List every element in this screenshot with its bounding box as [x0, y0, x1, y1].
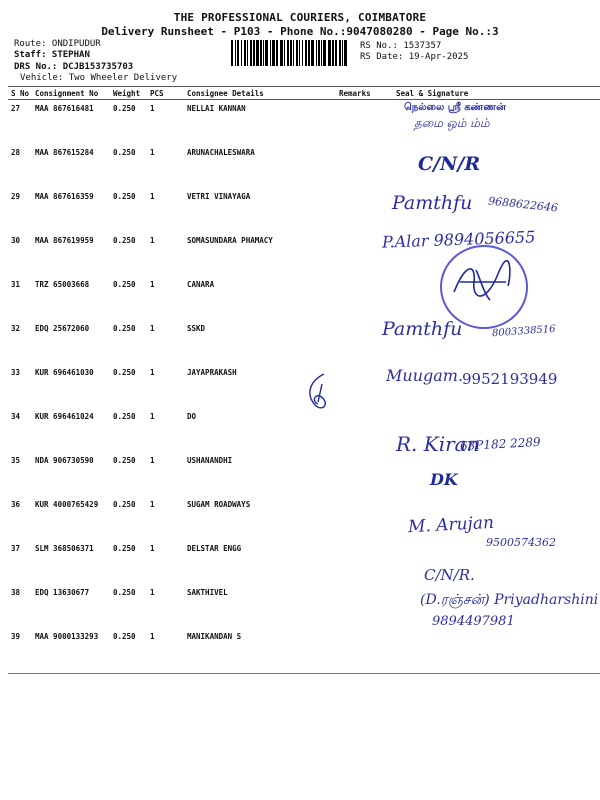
barcode-bar	[299, 40, 300, 66]
barcode-bar	[318, 40, 320, 66]
weight-cell: 0.250	[113, 192, 136, 201]
phone-row-37: 9500574362	[486, 536, 556, 549]
barcode-bar	[256, 40, 259, 66]
sno-cell: 27	[11, 104, 21, 113]
consignee-cell: SOMASUNDARA PHAMACY	[187, 236, 273, 245]
sno-cell: 38	[11, 588, 21, 597]
remarks-cell	[336, 628, 393, 674]
barcode-bar	[231, 40, 233, 66]
barcode-bar	[290, 40, 292, 66]
signature-cell	[393, 628, 600, 674]
sno-cell: 34	[11, 412, 21, 421]
weight-cell: 0.250	[113, 148, 136, 157]
barcode-bar	[287, 40, 289, 66]
consignment-cell: MAA 867615284	[35, 148, 94, 157]
phone-row-32: 8003338516	[491, 323, 556, 340]
consignee-cell: SUGAM ROADWAYS	[187, 500, 251, 509]
col-header-pcs: PCS	[147, 87, 184, 100]
table-header-row	[8, 87, 600, 100]
signature-row-32: Pamthfu	[382, 318, 463, 340]
sno-cell: 29	[11, 192, 21, 201]
barcode-bar	[270, 40, 271, 66]
consignee-cell: NELLAI KANNAN	[187, 104, 246, 113]
consignment-cell: KUR 4000765429	[35, 500, 99, 509]
barcode-bar	[339, 40, 341, 66]
barcode-bar	[237, 40, 239, 66]
phone-row-35: 63P182 2289	[459, 434, 541, 454]
weight-cell: 0.250	[113, 500, 136, 509]
consignee-cell: ARUNACHALESWARA	[187, 148, 255, 157]
sno-cell: 36	[11, 500, 21, 509]
barcode-bar	[241, 40, 242, 66]
signature-cell	[393, 452, 600, 496]
remarks-cell	[336, 496, 393, 540]
signature-scribble-icon	[446, 252, 520, 312]
pcs-cell: 1	[150, 324, 155, 333]
signature-row-37: M. Arujan	[407, 512, 495, 538]
barcode-bar	[235, 40, 236, 66]
signature-row-35: R. Kiran	[396, 432, 480, 456]
col-header-weight: Weight	[110, 87, 147, 100]
col-header-sno: S No	[8, 87, 32, 100]
barcode-bar	[260, 40, 262, 66]
consignee-cell: CANARA	[187, 280, 215, 289]
barcode-image	[231, 40, 348, 66]
rs-date: RS Date: 19-Apr-2025	[360, 52, 469, 62]
sno-cell: 35	[11, 456, 21, 465]
consignee-cell: SSKD	[187, 324, 206, 333]
pcs-cell: 1	[150, 544, 155, 553]
stamp-text: நெல்லை ஸ்ரீ கண்ணன்	[404, 102, 506, 113]
sno-cell: 30	[11, 236, 21, 245]
col-header-remarks: Remarks	[336, 87, 393, 100]
consignee-cell: MANIKANDAN S	[184, 628, 336, 674]
consignment-cell: KUR 696461024	[35, 412, 94, 421]
pcs-cell: 1	[150, 148, 155, 157]
signature-row-36: DK	[430, 470, 458, 489]
pcs-cell: 1	[150, 236, 155, 245]
vehicle-label: Vehicle: Two Wheeler Delivery	[20, 73, 178, 83]
pcs-cell: 1	[150, 412, 155, 421]
barcode-bar	[244, 40, 246, 66]
weight-cell: 0.250	[113, 544, 136, 553]
signature-row-33: Muugam.	[386, 366, 464, 385]
runsheet-title: Delivery Runsheet - P103 - Phone No.:9047080280 - Page No.:3	[101, 25, 499, 38]
barcode-bar	[265, 40, 268, 66]
company-title: THE PROFESSIONAL COURIERS, COIMBATORE	[173, 11, 427, 24]
barcode-bar	[280, 40, 283, 66]
table-row	[8, 188, 600, 232]
consignee-cell: VETRI VINAYAGA	[187, 192, 251, 201]
consignment-cell: TRZ 65003668	[35, 280, 90, 289]
route-label: Route: ONDIPUDUR	[14, 39, 101, 49]
weight-cell: 0.250	[110, 628, 147, 674]
pcs-cell: 1	[150, 104, 155, 113]
pcs-cell: 1	[150, 456, 155, 465]
consignment-cell: EDQ 25672060	[35, 324, 90, 333]
barcode-bar	[247, 40, 248, 66]
consignee-cell: JAYAPRAKASH	[187, 368, 237, 377]
consignment-cell: MAA 867619959	[35, 236, 94, 245]
sno-cell: 32	[11, 324, 21, 333]
barcode-bar	[328, 40, 331, 66]
barcode-bar	[308, 40, 310, 66]
weight-cell: 0.250	[113, 412, 136, 421]
consignee-cell: USHANANDHI	[187, 456, 233, 465]
barcode-bar	[276, 40, 278, 66]
consignment-cell: MAA 867616359	[35, 192, 94, 201]
consignment-cell: SLM 368506371	[35, 544, 94, 553]
consignee-cell: DO	[187, 412, 197, 421]
remarks-cell	[336, 100, 393, 145]
barcode-bar	[305, 40, 307, 66]
remarks-cell	[336, 452, 393, 496]
sno-cell: 39	[8, 628, 32, 674]
barcode-bar	[342, 40, 343, 66]
weight-cell: 0.250	[113, 104, 136, 113]
barcode-bar	[263, 40, 264, 66]
pcs-cell: 1	[150, 500, 155, 509]
staff-label: Staff: STEPHAN	[14, 50, 90, 60]
phone-row-33: 9952193949	[462, 370, 558, 388]
col-header-consignee: Consignee Details	[184, 87, 336, 100]
drs-number: DRS No.: DCJB153735703	[14, 62, 134, 72]
col-header-signature: Seal & Signature	[393, 87, 600, 100]
signature-row-39: (D.ரஞ்சன்) Priyadharshini	[420, 592, 599, 608]
sno-cell: 31	[11, 280, 21, 289]
pcs-cell: 1	[150, 280, 155, 289]
barcode-bar	[284, 40, 285, 66]
remarks-cell	[336, 364, 393, 408]
consignment-cell: KUR 696461030	[35, 368, 94, 377]
remarks-cell	[336, 276, 393, 320]
table-row	[8, 496, 600, 540]
signature-row-27: தமை ஒம் ம்ம்	[414, 116, 490, 130]
weight-cell: 0.250	[113, 368, 136, 377]
remarks-cell	[336, 408, 393, 452]
consignment-cell: MAA 867616481	[35, 104, 94, 113]
sno-cell: 28	[11, 148, 21, 157]
table-row	[8, 452, 600, 496]
barcode-bar	[311, 40, 314, 66]
weight-cell: 0.250	[113, 280, 136, 289]
phone-row-39: 9894497981	[432, 614, 515, 629]
barcode-bar	[335, 40, 337, 66]
barcode-bar	[250, 40, 252, 66]
remarks-cell	[336, 540, 393, 584]
barcode-bar	[321, 40, 322, 66]
barcode-bar	[296, 40, 298, 66]
pcs-cell: 1	[150, 368, 155, 377]
barcode-bar	[293, 40, 294, 66]
table-row	[8, 100, 600, 145]
pcs-cell: 1	[150, 588, 155, 597]
weight-cell: 0.250	[113, 236, 136, 245]
barcode-bar	[302, 40, 303, 66]
remarks-cell	[336, 144, 393, 188]
consignment-cell: EDQ 13630677	[35, 588, 90, 597]
remark-scribble-icon	[302, 372, 332, 414]
barcode-bar	[272, 40, 275, 66]
pcs-cell: 1	[150, 192, 155, 201]
sno-cell: 33	[11, 368, 21, 377]
consignment-cell: MAA 9000133293	[32, 628, 110, 674]
sno-cell: 37	[11, 544, 21, 553]
barcode-bar	[323, 40, 326, 66]
signature-row-38: C/N/R.	[424, 566, 475, 584]
barcode-bar	[253, 40, 255, 66]
signature-row-29: Pamthfu	[392, 192, 473, 214]
weight-cell: 0.250	[113, 456, 136, 465]
barcode-bar	[332, 40, 334, 66]
rs-number: RS No.: 1537357	[360, 41, 442, 51]
consignee-cell: SAKTHIVEL	[187, 588, 228, 597]
consignee-cell: DELSTAR ENGG	[187, 544, 242, 553]
signature-row-28: C/N/R	[418, 153, 481, 175]
phone-row-29: 9688622646	[487, 194, 559, 215]
barcode-bar	[344, 40, 347, 66]
weight-cell: 0.250	[113, 588, 136, 597]
remarks-cell	[336, 188, 393, 232]
weight-cell: 0.250	[113, 324, 136, 333]
col-header-consignment: Consignment No	[32, 87, 110, 100]
consignment-cell: NDA 906730590	[35, 456, 94, 465]
pcs-cell: 1	[147, 628, 184, 674]
signature-row-30: P.Alar 9894056655	[381, 227, 536, 252]
table-row	[8, 144, 600, 188]
barcode-bar	[316, 40, 317, 66]
remarks-cell	[336, 584, 393, 628]
table-row	[8, 628, 600, 674]
